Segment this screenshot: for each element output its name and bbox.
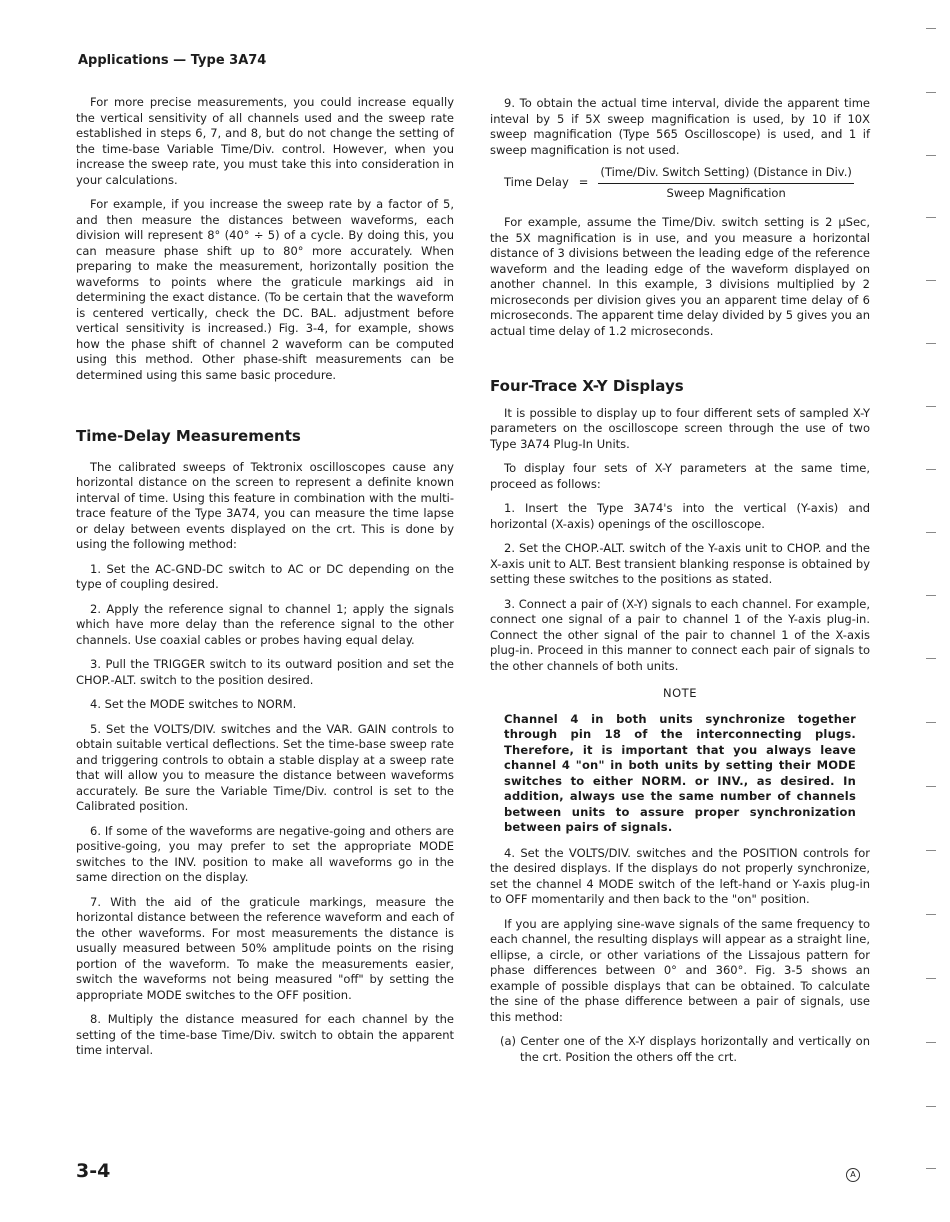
margin-mark — [926, 1168, 936, 1169]
xy-step-2: 2. Set the CHOP.-ALT. switch of the Y-axis unit to CHOP. and the X-axis unit to ALT. Best transient blanking response is obtained by setting these switches to the positions as stated. — [490, 541, 870, 586]
section-heading-four-trace: Four-Trace X-Y Displays — [490, 377, 684, 395]
right-column — [490, 96, 870, 1065]
step-4: 4. Set the MODE switches to NORM. — [90, 697, 297, 711]
paragraph-sensitivity: For more precise measurements, you could increase equally the vertical sensitivity of all channels used and the sweep rate established in steps 6, 7, and 8, but do not change the setting of the time-base Variable Time/Div. control. However, when you increase the sweep rate, you must take this into consideration in your calculations. — [76, 95, 454, 187]
step-7: 7. With the aid of the graticule markings, measure the horizontal distance between the reference waveform and each of the other waveforms. For most measurements the distance is usually measured between 50% amplitude points on the rising portion of the waveform. To make the measurements easier, switch the waveforms not being measured "off" by setting the appropriate MODE switches to the OFF position. — [76, 894, 454, 1002]
margin-mark — [926, 595, 936, 596]
time-delay-formula — [490, 165, 870, 201]
margin-mark — [926, 786, 936, 787]
margin-mark — [926, 217, 936, 218]
manufacturer-logo: A — [846, 1168, 860, 1182]
paragraph-intro: The calibrated sweeps of Tektronix oscilloscopes cause any horizontal distance on the screen to represent a definite known interval of time. Using this feature in combination with the multi-trace feature of the Type 3A74, you can measure the time lapse or delay between events displayed on the crt. This is done by using the following method: — [76, 459, 454, 551]
margin-mark — [926, 978, 936, 979]
running-header: Applications — Type 3A74 — [78, 53, 267, 68]
section-heading-time-delay: Time-Delay Measurements — [76, 427, 301, 445]
step-5: 5. Set the VOLTS/DIV. switches and the VAR. GAIN controls to obtain suitable vertical deflections. Set the time-base sweep rate and triggering controls to obtain a stable display at a sweep rate that will allow you to measure the distance between waveforms accurately. Be sure the Variable Time/Div. control is set to the Calibrated position. — [76, 721, 454, 813]
xy-step-a: (a) Center one of the X-Y displays horizontally and vertically on the crt. Position the others off the crt. — [500, 1034, 870, 1064]
step-2: 2. Apply the reference signal to channel 1; apply the signals which have more delay than the reference signal to the other channels. Use coaxial cables or probes having equal delay. — [76, 601, 454, 647]
xy-step-4: 4. Set the VOLTS/DIV. switches and the POSITION controls for the desired displays. If the displays do not properly synchronize, set the channel 4 MODE switch of the left-hand or Y-axis plug-in to OFF momentarily and then back to the "on" position. — [490, 845, 870, 906]
note-body: Channel 4 in both units synchronize together through pin 18 of the interconnecting plugs. Therefore, it is important that you always leave channel 4 "on" in both units by setting their MODE switches to either NORM. or INV., as desired. In addition, always use the same number of channels between units to assure proper synchronization between pairs of signals. — [504, 711, 856, 834]
margin-mark — [926, 28, 936, 29]
step-6: 6. If some of the waveforms are negative-going and others are positive-going, you may prefer to set the appropriate MODE switches to the INV. position to make all waveforms go in the same direction on the display. — [76, 823, 454, 884]
margin-mark — [926, 722, 936, 723]
paragraph-xy-proceed: To display four sets of X-Y parameters at the same time, proceed as follows: — [490, 461, 870, 491]
step-3: 3. Pull the TRIGGER switch to its outward position and set the CHOP.-ALT. switch to the position desired. — [76, 657, 454, 687]
margin-mark — [926, 914, 936, 915]
margin-mark — [926, 532, 936, 533]
step-8: 8. Multiply the distance measured for each channel by the setting of the time-base Time/Div. switch to obtain the apparent time interval. — [76, 1012, 454, 1057]
formula-fraction — [598, 165, 853, 201]
formula-denominator: Sweep Magnification — [666, 185, 786, 200]
paragraph-lissajous: If you are applying sine-wave signals of the same frequency to each channel, the resulting displays will appear as a straight line, ellipse, a circle, or other variations of the Lissajous pattern for phase differences between 0° and 360°. Fig. 3-5 shows an example of possible displays that can be obtained. To calculate the sine of the phase difference between a pair of signals, use this method: — [490, 916, 870, 1024]
margin-mark — [926, 658, 936, 659]
formula-numerator: (Time/Div. Switch Setting) (Distance in Div.) — [598, 165, 853, 184]
paragraph-time-delay-example: For example, assume the Time/Div. switch setting is 2 μSec, the 5X magnification is in use, and you measure a horizontal distance of 3 divisions between the leading edge of the reference waveform and the leading edge of the waveform displayed on another channel. In this example, 3 divisions multiplied by 2 microseconds per division gives you an apparent time delay of 6 microseconds. The apparent time delay divided by 5 gives you an actual time delay of 1.2 microseconds. — [490, 215, 870, 338]
xy-step-1: 1. Insert the Type 3A74's into the vertical (Y-axis) and horizontal (X-axis) openings of the oscilloscope. — [490, 501, 870, 531]
margin-mark — [926, 469, 936, 470]
paragraph-example: For example, if you increase the sweep rate by a factor of 5, and then measure the distances between waveforms, each division will represent 8° (40° ÷ 5) of a cycle. By doing this, you can measure phase shift up to 80° more accurately. When preparing to make the measurement, horizontally position the waveforms to points where the graticule markings aid in determining the exact distance. (To be certain that the waveform is centered vertically, check the DC. BAL. adjustment before vertical sensitivity is increased.) Fig. 3-4, for example, shows how the phase shift of channel 2 waveform can be computed using this method. Other phase-shift measurements can be determined using this same basic procedure. — [76, 197, 454, 382]
step-9: 9. To obtain the actual time interval, divide the apparent time inteval by 5 if 5X sweep magnification is used, by 10 if 10X sweep magnification (Type 565 Oscilloscope) is used, and 1 if sweep magnification is not used. — [490, 96, 870, 157]
margin-mark — [926, 406, 936, 407]
margin-mark — [926, 280, 936, 281]
margin-mark — [926, 343, 936, 344]
margin-mark — [926, 1106, 936, 1107]
margin-mark — [926, 850, 936, 851]
margin-mark — [926, 92, 936, 93]
paragraph-xy-intro: It is possible to display up to four different sets of sampled X-Y parameters on the oscilloscope screen through the use of two Type 3A74 Plug-In Units. — [490, 405, 870, 451]
margin-mark — [926, 155, 936, 156]
margin-mark — [926, 1042, 936, 1043]
xy-step-3: 3. Connect a pair of (X-Y) signals to each channel. For example, connect one signal of a pair to channel 1 of the Y-axis plug-in. Connect the other signal of the pair to channel 1 of the X-axis plug-in. Proceed in this manner to connect each pair of signals to the other channels of both units. — [490, 596, 870, 673]
left-column — [76, 95, 454, 1059]
note-title: NOTE — [663, 686, 697, 700]
formula-equals: = — [578, 175, 589, 190]
formula-lhs: Time Delay — [504, 175, 569, 190]
step-1: 1. Set the AC-GND-DC switch to AC or DC depending on the type of coupling desired. — [76, 561, 454, 591]
page-number: 3-4 — [76, 1160, 111, 1182]
